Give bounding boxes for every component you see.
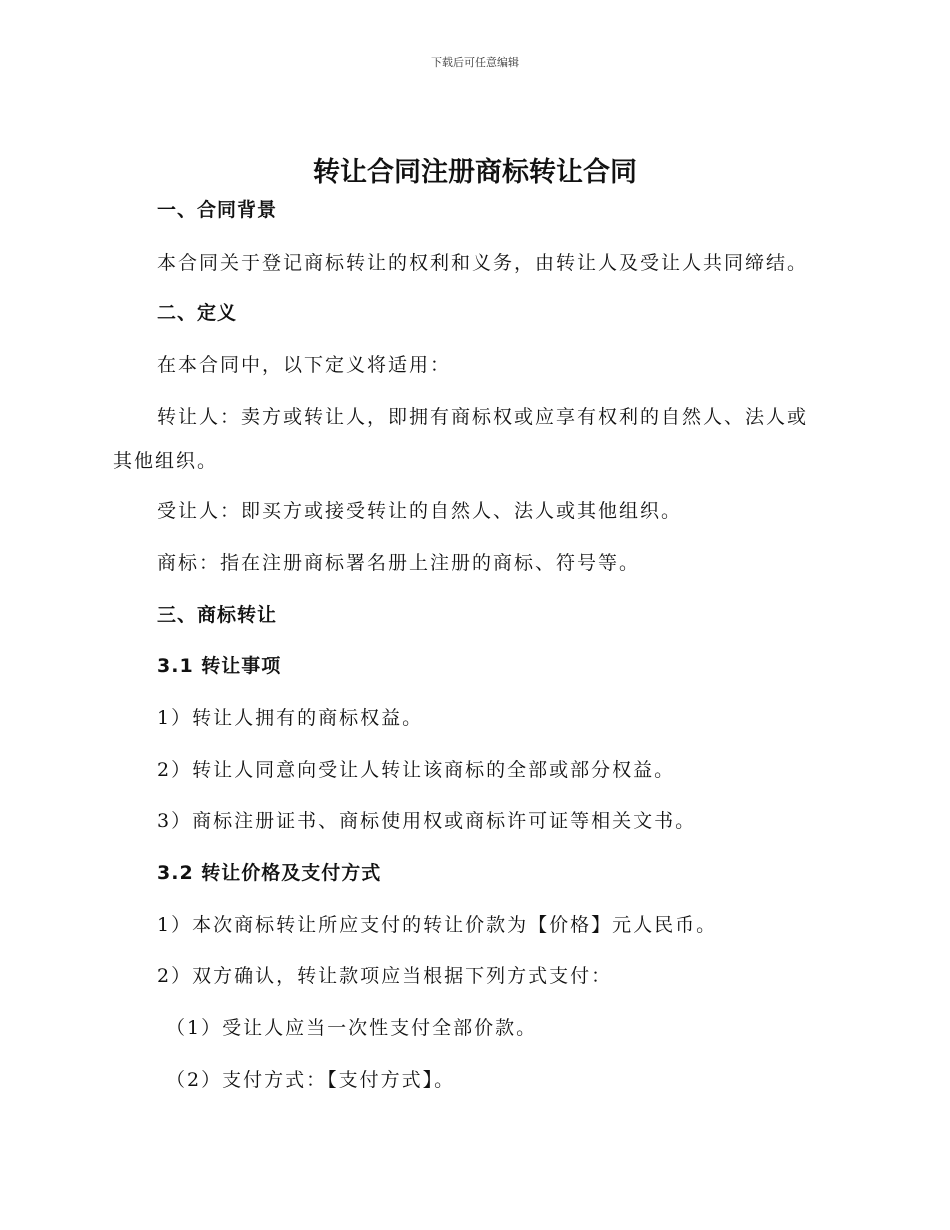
- section-2-intro: 在本合同中，以下定义将适用：: [157, 354, 452, 376]
- header-note: 下载后可任意编辑: [431, 56, 519, 69]
- section-3-1-heading: 3.1 转让事项: [157, 655, 282, 677]
- section-3-2-item-2: 2）双方确认，转让款项应当根据下列方式支付：: [157, 965, 613, 987]
- definition-trademark: 商标：指在注册商标署名册上注册的商标、符号等。: [157, 552, 641, 574]
- definition-transferor-line1: 转让人：卖方或转让人，即拥有商标权或应享有权利的自然人、法人或: [157, 406, 809, 428]
- definition-transferee: 受让人：即买方或接受转让的自然人、法人或其他组织。: [157, 500, 683, 522]
- section-1-paragraph: 本合同关于登记商标转让的权利和义务，由转让人及受让人共同缔结。: [157, 252, 809, 274]
- definition-transferor-line2: 其他组织。: [113, 450, 219, 472]
- section-3-2-item-1: 1）本次商标转让所应支付的转让价款为【价格】元人民币。: [157, 914, 718, 936]
- section-3-1-item-1: 1）转让人拥有的商标权益。: [157, 707, 424, 729]
- section-3-1-item-3: 3）商标注册证书、商标使用权或商标许可证等相关文书。: [157, 810, 697, 832]
- section-3-2-sub-item-2: （2）支付方式：【支付方式】。: [166, 1069, 456, 1091]
- section-3-2-heading: 3.2 转让价格及支付方式: [157, 862, 382, 884]
- document-title: 转让合同注册商标转让合同: [313, 157, 637, 188]
- section-3-heading: 三、商标转让: [157, 604, 278, 626]
- section-3-1-item-2: 2）转让人同意向受让人转让该商标的全部或部分权益。: [157, 759, 676, 781]
- section-1-heading: 一、合同背景: [157, 199, 278, 221]
- section-2-heading: 二、定义: [157, 302, 238, 324]
- section-3-2-sub-item-1: （1）受让人应当一次性支付全部价款。: [166, 1017, 538, 1039]
